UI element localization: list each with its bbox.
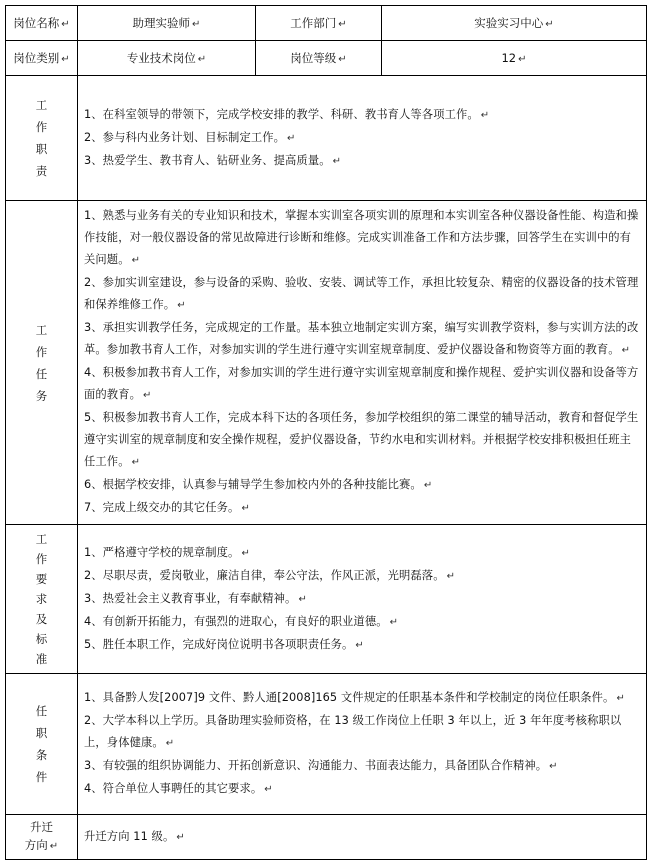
requirements-label-char: 求 bbox=[35, 592, 48, 606]
requirement-item: 4、有创新开拓能力，有强烈的进取心，有良好的职业道德。 ↵ bbox=[84, 614, 399, 628]
promotion-label-line: 升迁 bbox=[30, 820, 53, 834]
tasks-content-cell bbox=[78, 201, 647, 525]
category-label-cell bbox=[6, 41, 78, 76]
grade-label: 岗位等级 bbox=[290, 51, 337, 65]
header-row-name bbox=[6, 6, 647, 41]
requirement-item: 2、尽职尽责，爱岗敬业，廉洁自律，奉公守法，作风正派，光明磊落。 ↵ bbox=[84, 568, 456, 582]
duties-label-char: 责 bbox=[35, 164, 48, 178]
position-name-value-cell bbox=[78, 6, 256, 41]
promotion-row bbox=[6, 815, 647, 860]
position-name-label-cell bbox=[6, 6, 78, 41]
qualifications-row bbox=[6, 674, 647, 815]
qualifications-label-char: 任 bbox=[35, 704, 48, 718]
qualification-item: 1、具备黔人发[2007]9 文件、黔人通[2008]165 文件规定的任职基本条件和学校制定的岗位任职条件。 ↵ bbox=[84, 691, 625, 704]
department-value: 实验实习中心 bbox=[474, 16, 544, 30]
paragraph-mark-icon: ↵ bbox=[192, 19, 201, 30]
paragraph-mark-icon: ↵ bbox=[338, 54, 347, 65]
paragraph-mark-icon: ↵ bbox=[61, 19, 70, 30]
qualification-item: 3、有较强的组织协调能力、开拓创新意识、沟通能力、书面表达能力，具备团队合作精神。 ↵ bbox=[84, 759, 558, 772]
promotion-label-cell bbox=[6, 815, 78, 860]
requirements-label-char: 工 bbox=[35, 532, 48, 546]
paragraph-mark-icon: ↵ bbox=[197, 54, 207, 65]
task-item: 4、积极参加教书育人工作，对参加实训的学生进行遵守实训室规章制度和操作规程、爱护实训仪器和设备等方面的教育。 ↵ bbox=[84, 366, 639, 401]
paragraph-mark-icon: ↵ bbox=[338, 19, 347, 30]
task-item: 6、根据学校安排，认真参与辅导学生参加校内外的各种技能比赛。 ↵ bbox=[84, 478, 433, 491]
requirement-item: 1、严格遵守学校的规章制度。 ↵ bbox=[84, 545, 250, 559]
position-name-label: 岗位名称 bbox=[13, 16, 60, 30]
duties-label-char: 作 bbox=[35, 120, 48, 134]
grade-label-cell bbox=[256, 41, 382, 76]
requirements-label-char: 准 bbox=[35, 652, 48, 666]
requirements-row bbox=[6, 525, 647, 674]
paragraph-mark-icon: ↵ bbox=[518, 54, 527, 65]
duty-item: 2、参与科内业务计划、目标制定工作。 ↵ bbox=[84, 130, 296, 144]
header-row-category bbox=[6, 41, 647, 76]
duties-row bbox=[6, 76, 647, 201]
requirement-item: 5、胜任本职工作，完成好岗位说明书各项职责任务。 ↵ bbox=[84, 637, 364, 651]
tasks-label-char: 作 bbox=[35, 344, 48, 359]
department-label: 工作部门 bbox=[290, 16, 337, 30]
tasks-label-char: 务 bbox=[35, 388, 48, 403]
qualification-item: 4、符合单位人事聘任的其它要求。 ↵ bbox=[84, 782, 273, 795]
duties-content-cell bbox=[78, 76, 647, 201]
paragraph-mark-icon: ↵ bbox=[545, 19, 554, 30]
requirements-label-char: 要 bbox=[35, 572, 48, 586]
qualifications-label-char: 条 bbox=[35, 748, 48, 762]
department-label-cell bbox=[256, 6, 382, 41]
requirements-label-char: 及 bbox=[35, 612, 48, 626]
department-value-cell bbox=[382, 6, 647, 41]
position-description-table bbox=[5, 5, 647, 860]
requirements-label-cell bbox=[6, 525, 78, 674]
duties-label-char: 职 bbox=[35, 142, 48, 156]
task-item: 7、完成上级交办的其它任务。 ↵ bbox=[84, 501, 250, 514]
qualifications-label-cell bbox=[6, 674, 78, 815]
category-label: 岗位类别 bbox=[13, 51, 60, 65]
tasks-label-char: 工 bbox=[35, 322, 48, 337]
qualifications-content-cell bbox=[78, 674, 647, 815]
requirements-content-cell bbox=[78, 525, 647, 674]
task-item: 2、参加实训室建设，参与设备的采购、验收、安装、调试等工作，承担比较复杂、精密的仪器设备的技术管理和保养维修工作。 ↵ bbox=[84, 276, 639, 311]
promotion-label-line: 方向 ↵ bbox=[24, 838, 59, 852]
qualifications-label-char: 件 bbox=[35, 770, 48, 784]
qualification-item: 2、大学本科以上学历。具备助理实验师资格，在 13 级工作岗位上任职 3 年以上，近 3 年年度考核称职以上，身体健康。 ↵ bbox=[84, 714, 622, 749]
tasks-label-cell bbox=[6, 201, 78, 525]
promotion-content-cell bbox=[78, 815, 647, 860]
duty-item: 3、热爱学生、教书育人、钻研业务、提高质量。 ↵ bbox=[84, 153, 342, 167]
task-item: 3、承担实训教学任务，完成规定的工作量。基本独立地制定实训方案，编写实训教学资料，参与实训方法的改革。参加教书育人工作，对参加实训的学生进行遵守实训室规章制度、爱护仪器设备和物资等方面的教育。 ↵ bbox=[84, 321, 639, 356]
position-name-value: 助理实验师 bbox=[132, 16, 191, 30]
requirements-label-char: 作 bbox=[35, 552, 48, 566]
duties-label-char: 工 bbox=[35, 98, 48, 112]
tasks-label-char: 任 bbox=[35, 366, 48, 381]
paragraph-mark-icon: ↵ bbox=[61, 54, 70, 65]
category-value-cell bbox=[78, 41, 256, 76]
requirements-label-char: 标 bbox=[35, 632, 48, 646]
promotion-value: 升迁方向 11 级。 ↵ bbox=[84, 829, 185, 843]
task-item: 1、熟悉与业务有关的专业知识和技术，掌握本实训室各项实训的原理和本实训室各种仪器设备性能、构造和操作技能，对一般仪器设备的常见故障进行诊断和维修。完成实训准备工作和方法步骤，回答学生在实训中的有关问题。 ↵ bbox=[84, 209, 639, 266]
tasks-row bbox=[6, 201, 647, 525]
task-item: 5、积极参加教书育人工作，完成本科下达的各项任务，参加学校组织的第二课堂的辅导活动，教育和督促学生遵守实训室的规章制度和安全操作规程，爱护仪器设备，节约水电和实训材料。并根据学校安排积极担任班主任工作。 ↵ bbox=[84, 411, 639, 468]
duty-item: 1、在科室领导的带领下，完成学校安排的教学、科研、教书育人等各项工作。 ↵ bbox=[84, 107, 490, 121]
grade-value: 12 bbox=[501, 51, 517, 65]
category-value: 专业技术岗位 bbox=[126, 51, 196, 65]
qualifications-label-char: 职 bbox=[35, 726, 48, 740]
grade-value-cell bbox=[382, 41, 647, 76]
duties-label-cell bbox=[6, 76, 78, 201]
requirement-item: 3、热爱社会主义教育事业，有奉献精神。 ↵ bbox=[84, 591, 307, 605]
